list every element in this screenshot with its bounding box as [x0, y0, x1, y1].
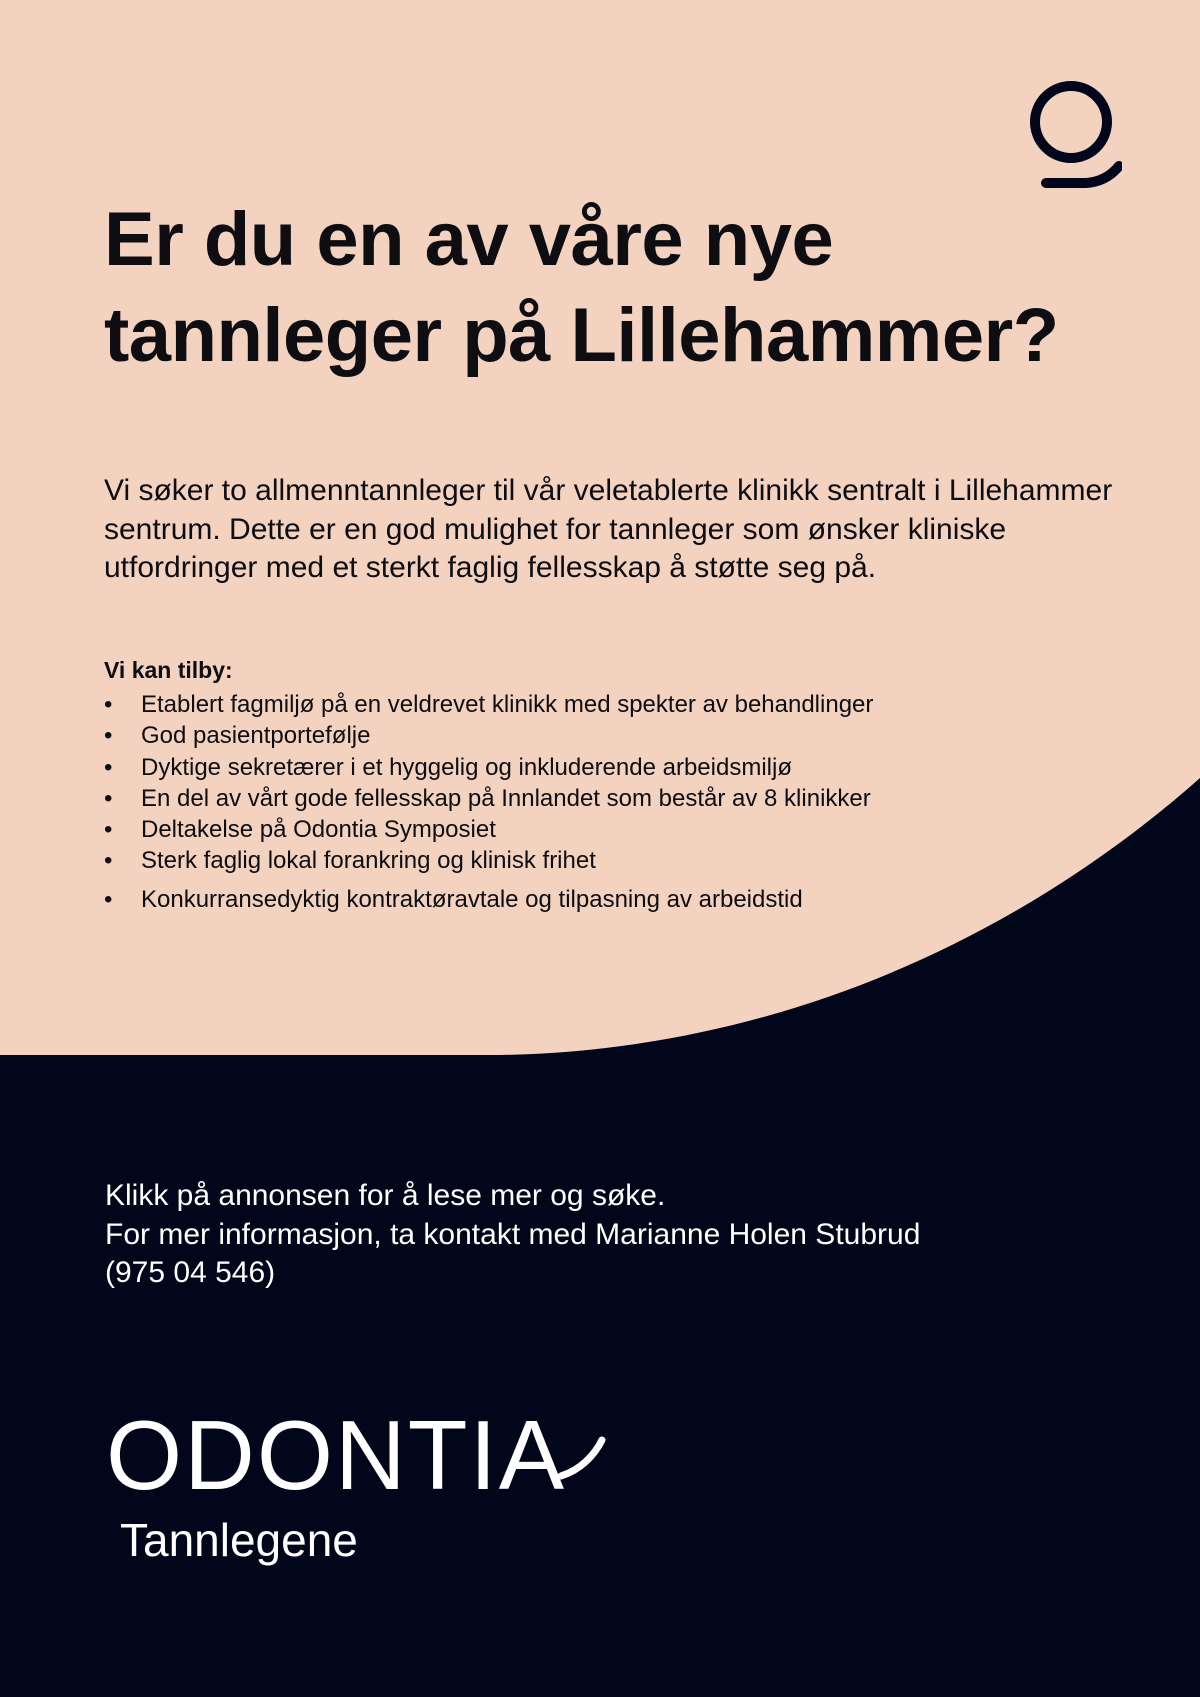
offer-list-item: • Dyktige sekretærer i et hyggelig og inkluderende arbeidsmiljø — [104, 752, 1124, 783]
page-title: Er du en av våre nye tannleger på Lillehammer? — [104, 197, 1059, 378]
contact-person: For mer informasjon, ta kontakt med Marianne Holen Stubrud — [105, 1217, 921, 1251]
offer-list-item: • En del av vårt gode fellesskap på Innlandet som består av 8 klinikker — [104, 783, 1124, 814]
odontia-o-mark-icon — [1022, 76, 1122, 194]
odontia-wordmark-logo — [106, 1412, 606, 1494]
logo-subtitle: Tannlegene — [120, 1514, 358, 1566]
offer-list-item: • Etablert fagmiljø på en veldrevet klinikk med spekter av behandlinger — [104, 689, 1124, 720]
contact-info[interactable] — [105, 1177, 1145, 1293]
apply-instruction: Klikk på annonsen for å lese mer og søke. — [105, 1179, 666, 1212]
offer-list-item: • Deltakelse på Odontia Symposiet — [104, 814, 1124, 845]
logo-wordmark-text: ODONTIA — [106, 1412, 566, 1494]
offer-list-item: • Konkurransedyktig kontraktøravtale og tilpasning av arbeidstid — [104, 884, 1124, 915]
contact-phone: (975 04 546) — [105, 1256, 276, 1289]
offer-list-item: • Sterk faglig lokal forankring og klinisk frihet — [104, 845, 1124, 876]
offer-list — [104, 689, 1124, 915]
offer-heading: Vi kan tilby: — [104, 657, 233, 683]
offer-list-item: • God pasientportefølje — [104, 720, 1124, 751]
intro-paragraph: Vi søker to allmenntannleger til vår veletablerte klinikk sentralt i Lillehammer sentrum. Dette er en god mulighet for tannleger som ønsker kliniske utfordringer med et sterkt faglig fellesskap å støtte seg på. — [104, 474, 1113, 584]
